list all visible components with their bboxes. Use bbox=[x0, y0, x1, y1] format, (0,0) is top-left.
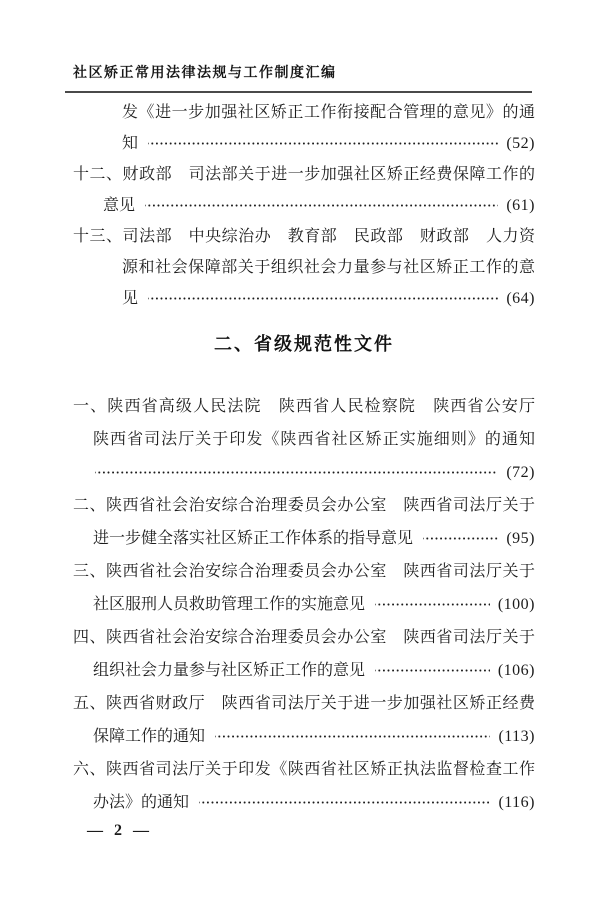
toc-entry-text: 六、陕西省司法厅关于印发《陕西省社区矫正执法监督检查工作 bbox=[73, 761, 535, 778]
toc-entry-line bbox=[73, 390, 535, 423]
toc-entry-text: 十三、司法部 中央综治办 教育部 民政部 财政部 人力资 bbox=[73, 228, 535, 245]
toc-entry-text: 知 bbox=[122, 135, 139, 152]
toc-page-number: (61) bbox=[506, 197, 535, 214]
toc-entry-line bbox=[73, 159, 535, 190]
folio-page-number: — 2 — bbox=[87, 822, 150, 839]
dotted-leader bbox=[375, 588, 490, 621]
toc-entry-text: 十二、财政部 司法部关于进一步加强社区矫正经费保障工作的 bbox=[73, 166, 535, 183]
toc-entry-text: 一、陕西省高级人民法院 陕西省人民检察院 陕西省公安厅 bbox=[73, 398, 535, 415]
toc-entry-line bbox=[73, 423, 535, 456]
toc-entry-line bbox=[73, 786, 535, 819]
toc-entry-text: 四、陕西省社会治安综合治理委员会办公室 陕西省司法厅关于 bbox=[73, 629, 535, 646]
toc-entry-line bbox=[73, 588, 535, 621]
toc-entry-text: 社区服刑人员救助管理工作的实施意见 bbox=[93, 596, 366, 613]
toc-page-number: (100) bbox=[497, 596, 535, 613]
toc-entry-text: 见 bbox=[122, 290, 139, 307]
toc-entry-line bbox=[73, 221, 535, 252]
toc-page-number: (64) bbox=[506, 290, 535, 307]
toc-entry-line bbox=[73, 522, 535, 555]
toc-entry-line bbox=[73, 489, 535, 522]
toc-entry-text: 保障工作的通知 bbox=[93, 728, 206, 745]
book-title: 社区矫正常用法律法规与工作制度汇编 bbox=[73, 66, 337, 81]
toc-entry-line bbox=[73, 621, 535, 654]
toc-entry-line bbox=[73, 720, 535, 753]
dotted-leader bbox=[148, 283, 498, 314]
toc-entry-text: 二、陕西省社会治安综合治理委员会办公室 陕西省司法厅关于 bbox=[73, 497, 535, 514]
toc-entry-line bbox=[73, 654, 535, 687]
toc-entry-text: 五、陕西省财政厅 陕西省司法厅关于进一步加强社区矫正经费 bbox=[73, 695, 535, 712]
toc-entry-text: 进一步健全落实社区矫正工作体系的指导意见 bbox=[93, 530, 414, 547]
dotted-leader bbox=[95, 456, 498, 489]
dotted-leader bbox=[423, 522, 498, 555]
toc-entry-text: 三、陕西省社会治安综合治理委员会办公室 陕西省司法厅关于 bbox=[73, 563, 535, 580]
toc-page-number: (106) bbox=[497, 662, 535, 679]
toc-page-number: (95) bbox=[506, 530, 535, 547]
toc-entry-text: 意见 bbox=[103, 197, 136, 214]
toc-entry-text: 办法》的通知 bbox=[93, 794, 190, 811]
toc-entry-line bbox=[73, 128, 535, 159]
toc-entry-line bbox=[73, 555, 535, 588]
page-header bbox=[65, 62, 532, 93]
province-section bbox=[73, 390, 535, 819]
toc-entry-line bbox=[73, 252, 535, 283]
section-heading: 二、省级规范性文件 bbox=[214, 334, 394, 354]
toc-entry-text: 源和社会保障部关于组织社会力量参与社区矫正工作的意 bbox=[122, 259, 535, 276]
toc-page-number: (52) bbox=[506, 135, 535, 152]
toc-entry-text: 陕西省司法厅关于印发《陕西省社区矫正实施细则》的通知 bbox=[93, 431, 535, 448]
toc-entry-line bbox=[73, 283, 535, 314]
table-of-contents bbox=[73, 97, 535, 819]
dotted-leader bbox=[145, 190, 498, 221]
dotted-leader bbox=[375, 654, 490, 687]
toc-entry-line bbox=[73, 456, 535, 489]
toc-entry-line bbox=[73, 190, 535, 221]
toc-entry-line bbox=[73, 753, 535, 786]
toc-entry-line bbox=[73, 97, 535, 128]
dotted-leader bbox=[215, 720, 490, 753]
toc-page-number: (113) bbox=[498, 728, 535, 745]
toc-entry-text: 发《进一步加强社区矫正工作衔接配合管理的意见》的通 bbox=[122, 104, 535, 121]
toc-page-number: (116) bbox=[498, 794, 535, 811]
toc-entry-text: 组织社会力量参与社区矫正工作的意见 bbox=[93, 662, 366, 679]
dotted-leader bbox=[199, 786, 490, 819]
dotted-leader bbox=[148, 128, 498, 159]
toc-page-number: (72) bbox=[506, 464, 535, 481]
toc-entry-line bbox=[73, 687, 535, 720]
